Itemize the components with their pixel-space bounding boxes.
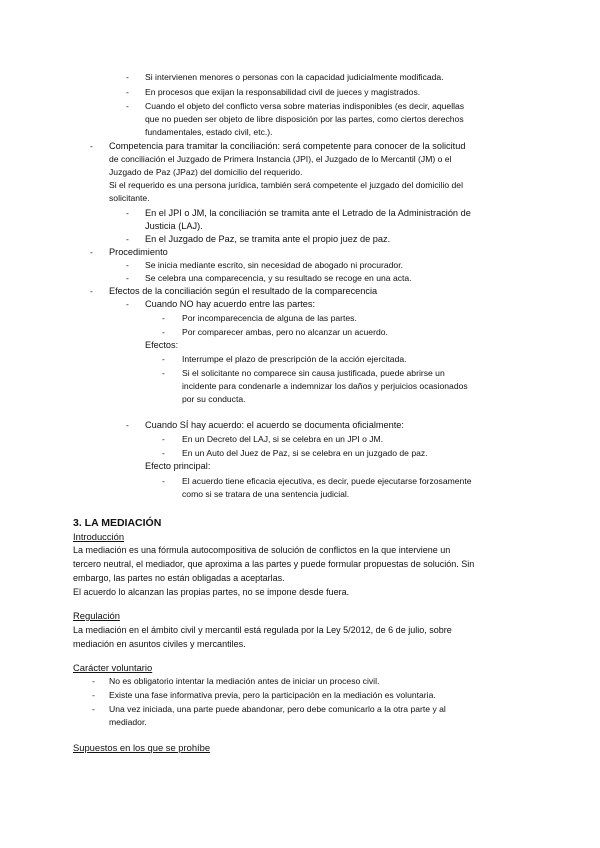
- list-item: Si el solicitante no comparece sin causa justificada, puede abrirse un: [182, 368, 445, 378]
- list-bullet: -: [126, 234, 129, 244]
- list-bullet: -: [90, 247, 93, 257]
- list-bullet: -: [126, 273, 129, 283]
- list-bullet: -: [126, 260, 129, 270]
- list-item: Por comparecer ambas, pero no alcanzar un acuerdo.: [182, 327, 388, 337]
- paragraph-line: La mediación en el ámbito civil y mercantil está regulada por la Ley 5/2012, de 6 de julio, sobre: [73, 625, 452, 635]
- list-bullet: -: [162, 448, 165, 458]
- list-bullet: -: [90, 286, 93, 296]
- list-item: Existe una fase informativa previa, pero la participación en la mediación es voluntaria.: [109, 690, 436, 700]
- prohibe-heading: Supuestos en los que se prohíbe: [73, 742, 211, 753]
- list-item: En el JPI o JM, la conciliación se tramita ante el Letrado de la Administración de: [145, 208, 471, 218]
- list-bullet: -: [126, 87, 129, 97]
- list-bullet: -: [162, 476, 165, 486]
- list-item: En el Juzgado de Paz, se tramita ante el propio juez de paz.: [145, 234, 391, 244]
- list-item-cont: que no pueden ser objeto de libre disposición por las partes, como ciertos derechos: [145, 114, 464, 124]
- list-item: Si intervienen menores o personas con la capacidad judicialmente modificada.: [145, 72, 444, 82]
- no-acuerdo-title: Cuando NO hay acuerdo entre las partes:: [145, 299, 316, 309]
- voluntario-heading: Carácter voluntario: [73, 662, 153, 673]
- list-item-cont: como si se tratara de una sentencia judicial.: [182, 489, 350, 499]
- list-bullet: -: [162, 313, 165, 323]
- list-item: En procesos que exijan la responsabilidad civil de jueces y magistrados.: [145, 87, 421, 97]
- list-item: El acuerdo tiene eficacia ejecutiva, es decir, puede ejecutarse forzosamente: [182, 476, 472, 486]
- list-item-cont: fundamentales, estado civil, etc.).: [145, 127, 273, 137]
- list-item-cont: por su conducta.: [182, 394, 246, 404]
- list-bullet: -: [126, 420, 129, 430]
- list-bullet: -: [90, 141, 93, 151]
- regulacion-heading: Regulación: [73, 610, 120, 621]
- list-bullet: -: [92, 704, 95, 714]
- list-item: En un Auto del Juez de Paz, si se celebra en un juzgado de paz.: [182, 448, 428, 458]
- competencia-line: de conciliación el Juzgado de Primera Instancia (JPI), el Juzgado de lo Mercantil (JM) o el: [109, 154, 452, 164]
- paragraph-line: embargo, las partes no están obligadas a aceptarlas.: [73, 573, 285, 583]
- list-bullet: -: [126, 208, 129, 218]
- list-item-cont: Justicia (LAJ).: [145, 221, 203, 231]
- list-item: Por incomparecencia de alguna de las partes.: [182, 313, 357, 323]
- list-item: No es obligatorio intentar la mediación antes de iniciar un proceso civil.: [109, 676, 380, 686]
- procedimiento-title: Procedimiento: [109, 247, 168, 257]
- competencia-line: Si el requerido es una persona jurídica, también será competente el juzgado del domicilio del: [109, 180, 463, 190]
- list-bullet: -: [162, 434, 165, 444]
- list-bullet: -: [126, 101, 129, 111]
- si-acuerdo-title: Cuando SÍ hay acuerdo: el acuerdo se documenta oficialmente:: [145, 420, 404, 430]
- paragraph-line: mediación en asuntos civiles y mercantiles.: [73, 639, 246, 649]
- list-item: En un Decreto del LAJ, si se celebra en un JPI o JM.: [182, 434, 384, 444]
- paragraph-line: La mediación es una fórmula autocompositiva de solución de conflictos en la que interviene un: [73, 545, 451, 555]
- efectos-label: Efectos:: [145, 340, 179, 350]
- list-item: Cuando el objeto del conflicto versa sobre materias indisponibles (es decir, aquellas: [145, 101, 465, 111]
- list-bullet: -: [92, 690, 95, 700]
- list-item: Una vez iniciada, una parte puede abandonar, pero debe comunicarlo a la otra parte y al: [109, 704, 446, 714]
- list-bullet: -: [162, 354, 165, 364]
- paragraph-line: El acuerdo lo alcanzan las propias partes, no se impone desde fuera.: [73, 587, 350, 597]
- paragraph-line: tercero neutral, el mediador, que aproxima a las partes y puede formular propuestas de solución. Sin: [73, 559, 475, 569]
- intro-heading: Introducción: [73, 531, 125, 542]
- list-bullet: -: [162, 368, 165, 378]
- section-heading: 3. LA MEDIACIÓN: [73, 517, 162, 529]
- list-item: Se inicia mediante escrito, sin necesidad de abogado ni procurador.: [145, 260, 403, 270]
- list-item: Se celebra una comparecencia, y su resultado se recoge en una acta.: [145, 273, 412, 283]
- competencia-line: Competencia para tramitar la conciliación: será competente para conocer de la solicitud: [109, 141, 466, 151]
- competencia-line: Juzgado de Paz (JPaz) del domicilio del requerido.: [109, 167, 303, 177]
- list-bullet: -: [126, 72, 129, 82]
- list-bullet: -: [126, 299, 129, 309]
- list-item-cont: mediador.: [109, 717, 147, 727]
- efecto-principal-label: Efecto principal:: [145, 461, 211, 471]
- competencia-line: solicitante.: [109, 193, 150, 203]
- list-bullet: -: [162, 327, 165, 337]
- list-bullet: -: [92, 676, 95, 686]
- efectos-title: Efectos de la conciliación según el resultado de la comparecencia: [109, 286, 378, 296]
- list-item-cont: incidente para condenarle a indemnizar los daños y perjuicios ocasionados: [182, 381, 468, 391]
- list-item: Interrumpe el plazo de prescripción de la acción ejercitada.: [182, 354, 407, 364]
